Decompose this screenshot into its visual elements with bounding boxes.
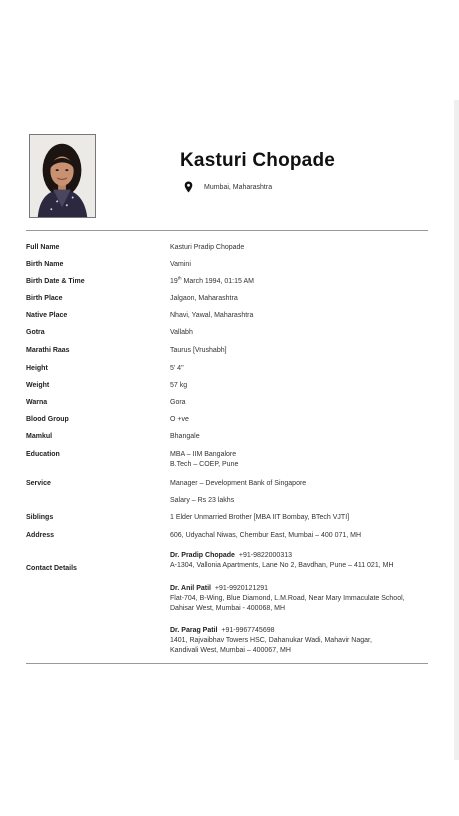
candidate-name: Kasturi Chopade — [180, 150, 336, 171]
detail-value: 5' 4'' — [170, 365, 184, 372]
detail-value: Gora — [170, 399, 186, 406]
detail-value: Nhavi, Yawal, Maharashtra — [170, 312, 254, 319]
detail-value: Bhangale — [170, 433, 200, 440]
contact-address-line: 1401, Rajvaibhav Towers HSC, Dahanukar Wadi, Mahavir Nagar, — [170, 637, 372, 644]
birth-day-suffix: th — [177, 275, 182, 281]
contact-name: Dr. Parag Patil — [170, 627, 218, 634]
birth-date-rest: March 1994, 01:15 AM — [181, 278, 254, 285]
location-pin-icon — [184, 181, 193, 193]
detail-label: Marathi Raas — [26, 347, 70, 354]
detail-label: Warna — [26, 399, 48, 406]
contact-address-line: A-1304, Vallonia Apartments, Lane No 2, Bavdhan, Pune – 411 021, MH — [170, 562, 394, 569]
detail-label: Birth Place — [26, 295, 63, 302]
detail-label: Blood Group — [26, 416, 69, 423]
detail-label: Address — [26, 532, 55, 539]
contact-name: Dr. Anil Patil — [170, 585, 211, 592]
location-text: Mumbai, Maharashtra — [204, 184, 273, 191]
salary-value: Salary – Rs 23 lakhs — [170, 497, 235, 504]
detail-label: Siblings — [26, 514, 54, 521]
detail-label: Mamkul — [26, 433, 53, 440]
profile-photo — [29, 134, 96, 218]
education-line-1: MBA – IIM Bangalore — [170, 451, 237, 458]
detail-label: Gotra — [26, 329, 45, 336]
detail-value — [170, 450, 435, 470]
detail-value: O +ve — [170, 416, 189, 423]
contact-phone: +91-9822000313 — [238, 552, 292, 559]
contact-address-line: Dahisar West, Mumbai - 400068, MH — [170, 605, 286, 612]
detail-label: Full Name — [26, 244, 60, 251]
detail-label: Height — [26, 365, 48, 372]
detail-value: 606, Udyachal Niwas, Chembur East, Mumbai – 400 071, MH — [170, 532, 362, 539]
contact-address-line: Kandivali West, Mumbai – 400067, MH — [170, 647, 291, 654]
contact-name: Dr. Pradip Chopade — [170, 552, 235, 559]
detail-label: Service — [26, 480, 51, 487]
detail-label: Education — [26, 451, 60, 458]
education-line-2: B.Tech – COEP, Pune — [170, 461, 239, 468]
detail-value: Taurus [Vrushabh] — [170, 347, 227, 354]
detail-value: 57 kg — [170, 382, 188, 389]
divider-bottom — [26, 663, 428, 664]
contact-entry-text — [170, 551, 435, 571]
detail-label: Weight — [26, 382, 50, 389]
detail-value: Manager – Development Bank of Singapore — [170, 480, 307, 487]
contact-details-label: Contact Details — [26, 565, 77, 572]
contact-phone: +91-9920121291 — [214, 585, 269, 592]
detail-label: Native Place — [26, 312, 68, 319]
contact-entry-text — [170, 626, 435, 656]
detail-value: Vallabh — [170, 329, 193, 336]
contact-entry-text — [170, 584, 435, 614]
detail-value: Kasturi Pradip Chopade — [170, 244, 245, 251]
detail-value: Vamini — [170, 261, 191, 268]
contact-phone: +91-9967745698 — [221, 627, 275, 634]
detail-label: Birth Name — [26, 261, 64, 268]
detail-value — [170, 277, 435, 287]
divider-top — [26, 230, 428, 231]
detail-value: Jalgaon, Maharashtra — [170, 295, 238, 302]
detail-label: Birth Date & Time — [26, 278, 85, 285]
contact-address-line: Flat-704, B-Wing, Blue Diamond, L.M.Road, Near Mary Immaculate School, — [170, 595, 405, 602]
detail-value: 1 Elder Unmarried Brother [MBA IIT Bombay, BTech VJTI] — [170, 514, 350, 521]
page-edge-shadow — [454, 100, 459, 760]
birth-day: 19 — [170, 278, 178, 285]
